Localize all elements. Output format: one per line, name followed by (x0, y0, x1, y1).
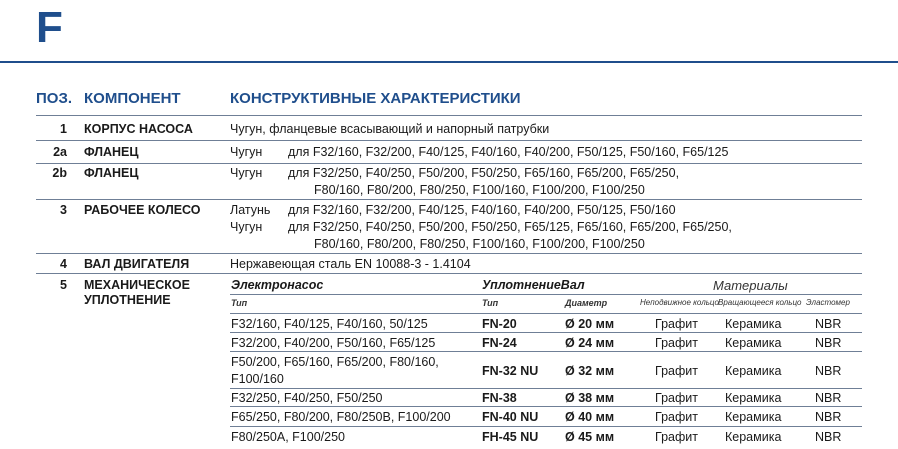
seal-diameter: Ø 32 мм (565, 364, 615, 378)
seal-sub-type2: Тип (482, 298, 499, 308)
seal-rotating: Керамика (725, 391, 782, 405)
seal-row-divider (230, 351, 862, 352)
row-material: Чугун (230, 166, 263, 180)
seal-fixed: Графит (655, 430, 698, 444)
seal-type: FH-45 NU (482, 430, 539, 444)
seal-header-rule (230, 294, 862, 295)
seal-pumps: F32/160, F40/125, F40/160, 50/125 (231, 317, 428, 331)
row-material: Чугун, фланцевые всасывающий и напорный патрубки (230, 122, 550, 136)
row-pos: 3 (60, 203, 67, 217)
row-component: ВАЛ ДВИГАТЕЛЯ (84, 257, 190, 271)
seal-rotating: Керамика (725, 317, 782, 331)
row-component: УПЛОТНЕНИЕ (84, 293, 171, 307)
seal-diameter: Ø 40 мм (565, 410, 615, 424)
seal-row-divider (230, 426, 862, 427)
header-rule (36, 115, 862, 116)
seal-rotating: Керамика (725, 364, 782, 378)
header-pos: ПОЗ. (36, 90, 73, 107)
row-pos: 2b (52, 166, 67, 180)
row-material: Нержавеющая сталь EN 10088-3 - 1.4104 (230, 257, 471, 271)
row-material: Чугун (230, 220, 263, 234)
row-application: для F32/250, F40/250, F50/200, F50/250, F65/160, F65/200, F65/250, (288, 166, 680, 180)
row-material: Чугун (230, 145, 263, 159)
row-pos: 2a (53, 145, 67, 159)
seal-elastomer: NBR (815, 430, 842, 444)
row-component: ФЛАНЕЦ (84, 166, 139, 180)
row-component: КОРПУС НАСОСА (84, 122, 193, 136)
seal-sub-type: Тип (231, 298, 248, 308)
seal-fixed: Графит (655, 364, 698, 378)
row-divider (36, 163, 862, 164)
header-component: КОМПОНЕНТ (84, 90, 181, 107)
seal-rotating: Керамика (725, 430, 782, 444)
seal-subheader-rule (230, 313, 862, 314)
seal-pumps: F50/200, F65/160, F65/200, F80/160, (231, 355, 439, 369)
seal-elastomer: NBR (815, 336, 842, 350)
top-divider (0, 61, 898, 63)
seal-fixed: Графит (655, 391, 698, 405)
seal-pumps: F100/160 (231, 372, 284, 386)
row-divider (36, 199, 862, 200)
row-application: для F32/250, F40/250, F50/200, F50/250, F65/125, F65/160, F65/200, F65/250, (288, 220, 732, 234)
seal-fixed: Графит (655, 410, 698, 424)
row-divider (36, 253, 862, 254)
seal-type: FN-40 NU (482, 410, 539, 424)
seal-type: FN-32 NU (482, 364, 539, 378)
seal-row-divider (230, 406, 862, 407)
seal-type: FN-38 (482, 391, 517, 405)
row-application: для F32/160, F32/200, F40/125, F40/160, F40/200, F50/125, F50/160, F65/125 (288, 145, 729, 159)
seal-diameter: Ø 38 мм (565, 391, 615, 405)
seal-rotating: Керамика (725, 410, 782, 424)
seal-type: FN-20 (482, 317, 517, 331)
seal-diameter: Ø 20 мм (565, 317, 615, 331)
seal-diameter: Ø 45 мм (565, 430, 615, 444)
row-component: ФЛАНЕЦ (84, 145, 139, 159)
seal-fixed: Графит (655, 317, 698, 331)
seal-col-pump: Электронасос (231, 278, 324, 292)
seal-pumps: F65/250, F80/200, F80/250B, F100/200 (231, 410, 451, 424)
seal-diameter: Ø 24 мм (565, 336, 615, 350)
row-application: F80/160, F80/200, F80/250, F100/160, F100/200, F100/250 (314, 183, 645, 197)
section-letter: F (36, 3, 63, 52)
seal-sub-fixed: Неподвижное кольцо (640, 298, 719, 307)
seal-elastomer: NBR (815, 364, 842, 378)
seal-rotating: Керамика (725, 336, 782, 350)
seal-pumps: F32/250, F40/250, F50/250 (231, 391, 383, 405)
row-component: РАБОЧЕЕ КОЛЕСО (84, 203, 201, 217)
row-application: F80/160, F80/200, F80/250, F100/160, F100/200, F100/250 (314, 237, 645, 251)
seal-sub-elastomer: Эластомер (806, 298, 850, 307)
seal-col-seal: УплотнениеВал (482, 278, 585, 292)
row-pos: 1 (60, 122, 67, 136)
seal-pumps: F80/250A, F100/250 (231, 430, 345, 444)
header-characteristics: КОНСТРУКТИВНЫЕ ХАРАКТЕРИСТИКИ (230, 90, 521, 107)
row-component: МЕХАНИЧЕСКОЕ (84, 278, 190, 292)
seal-pumps: F32/200, F40/200, F50/160, F65/125 (231, 336, 436, 350)
seal-sub-diameter: Диаметр (565, 298, 608, 308)
seal-sub-rotating: Вращающееся кольцо (718, 298, 802, 307)
row-pos: 5 (60, 278, 67, 292)
row-divider (36, 140, 862, 141)
row-material: Латунь (230, 203, 271, 217)
seal-fixed: Графит (655, 336, 698, 350)
seal-row-divider (230, 388, 862, 389)
seal-col-materials: Материалы (713, 278, 788, 293)
seal-elastomer: NBR (815, 317, 842, 331)
seal-row-divider (230, 332, 862, 333)
row-application: для F32/160, F32/200, F40/125, F40/160, F40/200, F50/125, F50/160 (288, 203, 676, 217)
row-divider (36, 273, 862, 274)
seal-elastomer: NBR (815, 410, 842, 424)
row-pos: 4 (60, 257, 67, 271)
seal-type: FN-24 (482, 336, 517, 350)
seal-elastomer: NBR (815, 391, 842, 405)
